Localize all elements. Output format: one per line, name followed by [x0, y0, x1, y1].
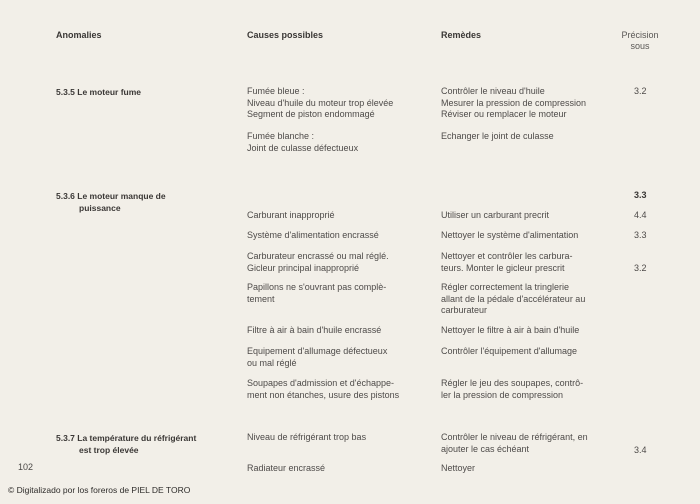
remedy-line: Nettoyer et contrôler les carbura- [441, 251, 573, 261]
header-precision [612, 30, 668, 52]
s536-row-4-remedy [441, 325, 579, 337]
s536-row-0-ref: 4.4 [634, 210, 647, 220]
section-title-line: 5.3.6 Le moteur manque de [56, 191, 166, 201]
cause-line: Niveau de réfrigérant trop bas [247, 432, 367, 442]
s536-row-2-cause [247, 251, 389, 274]
remedy-line: Régler le jeu des soupapes, contrô- [441, 378, 584, 388]
header-causes: Causes possibles [247, 30, 324, 40]
cause-line: ou mal réglé [247, 357, 297, 368]
s537-row-0-ref: 3.4 [634, 445, 647, 455]
remedy-line: Réviser ou remplacer le moteur [441, 109, 567, 119]
s536-row-1-remedy [441, 230, 578, 242]
s535-cause-1 [247, 86, 393, 121]
s536-row-0-cause [247, 210, 335, 222]
section-title-line: est trop élevée [79, 445, 139, 455]
s535-cause-2 [247, 131, 358, 154]
cause-line: Fumée blanche : [247, 131, 315, 141]
page-number: 102 [18, 462, 34, 472]
s537-row-0-remedy [441, 432, 588, 455]
remedy-line: Utiliser un carburant precrit [441, 210, 550, 220]
remedy-line: ajouter le cas échéant [441, 443, 530, 454]
cause-line: Système d'alimentation encrassé [247, 230, 379, 240]
cause-line: Radiateur encrassé [247, 463, 326, 473]
s535-remedy-2 [441, 131, 554, 143]
s536-row-3-cause [247, 282, 386, 305]
footer-credit: © Digitalizado por los foreros de PIEL DE TORO [8, 485, 191, 495]
remedy-line: Mesurer la pression de compression [441, 97, 587, 108]
remedy-line: Nettoyer le filtre à air à bain d'huile [441, 325, 580, 335]
cause-line: Joint de culasse défectueux [247, 142, 359, 153]
s536-row-4-cause [247, 325, 381, 337]
section-title-line: puissance [79, 203, 121, 213]
cause-line: Carburateur encrassé ou mal réglé. [247, 251, 389, 261]
remedy-line: carburateur [441, 305, 488, 315]
s536-row-6-remedy [441, 378, 583, 401]
remedy-line: Echanger le joint de culasse [441, 131, 554, 141]
s536-ref-head: 3.3 [634, 190, 647, 200]
header-anomalies: Anomalies [56, 30, 102, 40]
remedy-line: Nettoyer le système d'alimentation [441, 230, 579, 240]
remedy-line: Contrôler le niveau de réfrigérant, en [441, 432, 588, 442]
section-536-title [56, 190, 166, 214]
s537-row-0-cause [247, 432, 366, 444]
section-title-line: 5.3.7 La température du réfrigérant [56, 433, 197, 443]
s535-ref-1: 3.2 [634, 86, 647, 96]
header-remedes: Remèdes [441, 30, 482, 40]
cause-line: Segment de piston endommagé [247, 109, 375, 119]
cause-line: ment non étanches, usure des pistons [247, 389, 400, 400]
cause-line: Equipement d'allumage défectueux [247, 346, 388, 356]
remedy-line: Régler correctement la tringlerie [441, 282, 570, 292]
cause-line: Soupapes d'admission et d'échappe- [247, 378, 395, 388]
s536-row-6-cause [247, 378, 399, 401]
cause-line: Gicleur principal inapproprié [247, 262, 360, 273]
cause-line: tement [247, 293, 275, 304]
header-precision-line1: Précision [621, 30, 659, 40]
s536-row-2-remedy [441, 251, 573, 274]
remedy-line: ler la pression de compression [441, 389, 564, 400]
header-precision-line2: sous [630, 41, 650, 51]
remedy-line: allant de la pédale d'accélérateur au [441, 293, 586, 304]
cause-line: Papillons ne s'ouvrant pas complè- [247, 282, 387, 292]
s537-row-1-cause [247, 463, 325, 475]
remedy-line: Nettoyer [441, 463, 476, 473]
s536-row-3-remedy [441, 282, 585, 317]
remedy-line: teurs. Monter le gicleur prescrit [441, 262, 565, 273]
remedy-line: Contrôler le niveau d'huile [441, 86, 545, 96]
s536-row-5-remedy [441, 346, 577, 358]
remedy-line: Contrôler l'équipement d'allumage [441, 346, 578, 356]
s537-row-1-remedy [441, 463, 475, 475]
s536-row-0-remedy [441, 210, 549, 222]
section-537-title [56, 432, 196, 456]
cause-line: Fumée bleue : [247, 86, 305, 96]
s536-row-1-ref: 3.3 [634, 230, 647, 240]
cause-line: Filtre à air à bain d'huile encrassé [247, 325, 382, 335]
s536-row-1-cause [247, 230, 379, 242]
cause-line: Niveau d'huile du moteur trop élevée [247, 97, 394, 108]
section-535-title: 5.3.5 Le moteur fume [56, 87, 142, 97]
s536-row-5-cause [247, 346, 387, 369]
s535-remedy-1 [441, 86, 586, 121]
s536-row-2-ref: 3.2 [634, 263, 647, 273]
cause-line: Carburant inapproprié [247, 210, 335, 220]
